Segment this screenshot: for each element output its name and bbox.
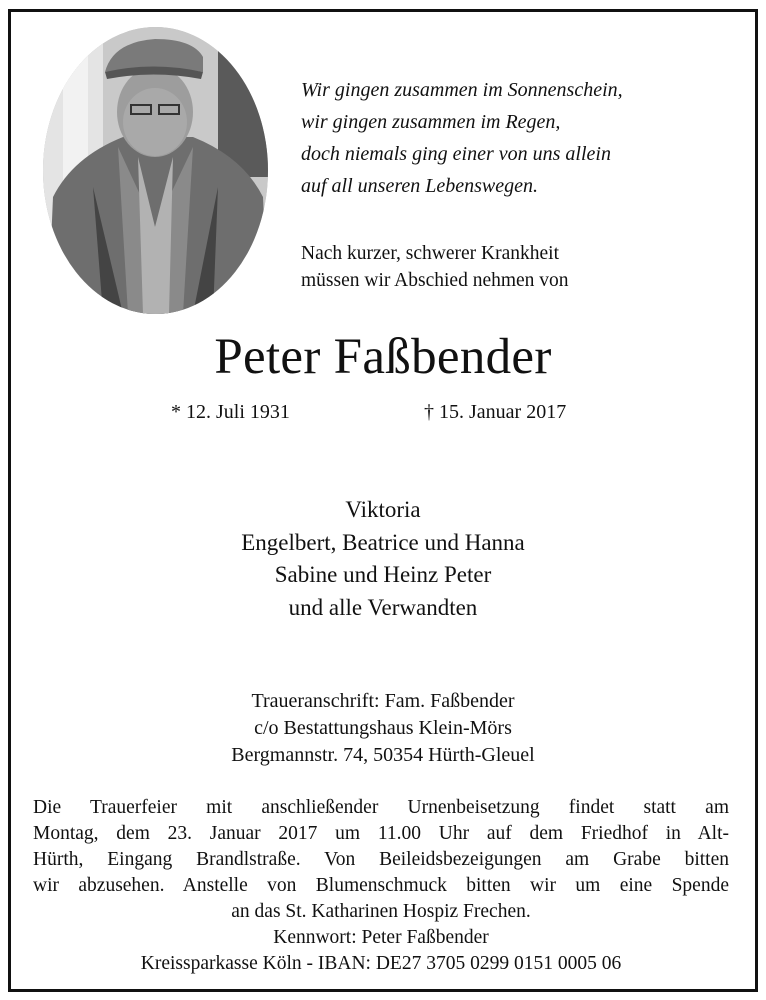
notice-line: Hürth, Eingang Brandlstraße. Von Beileidsbezeigungen am Grabe bitten	[33, 849, 729, 870]
death-date: † 15. Januar 2017	[424, 401, 567, 423]
bank-details: Kreissparkasse Köln - IBAN: DE27 3705 0299 0151 0005 06	[140, 953, 622, 974]
donation-keyword: Kennwort: Peter Faßbender	[273, 927, 489, 948]
notice-line: an das St. Katharinen Hospiz Frechen.	[231, 901, 531, 922]
notice-line: Die Trauerfeier mit anschließender Urnenbeisetzung findet statt am	[33, 797, 729, 818]
poem-line: wir gingen zusammen im Regen,	[301, 111, 561, 133]
poem-line: Wir gingen zusammen im Sonnenschein,	[301, 79, 623, 101]
intro-text	[301, 240, 569, 294]
notice-line: wir abzusehen. Anstelle von Blumenschmuck bitten wir um eine Spende	[33, 875, 729, 896]
birth-date: * 12. Juli 1931	[171, 401, 290, 423]
poem-line: auf all unseren Lebenswegen.	[301, 175, 539, 197]
mourner-line: Viktoria	[345, 497, 421, 522]
poem	[301, 74, 623, 202]
mourners-list	[0, 494, 766, 624]
mourner-line: und alle Verwandten	[288, 594, 478, 620]
mourner-line: Engelbert, Beatrice und Hanna	[241, 529, 525, 555]
notice-line: Montag, dem 23. Januar 2017 um 11.00 Uhr auf dem Friedhof in Alt-	[33, 823, 729, 844]
address-line: Traueranschrift: Fam. Faßbender	[251, 690, 515, 712]
address-line: Bergmannstr. 74, 50354 Hürth-Gleuel	[231, 744, 535, 766]
intro-line: Nach kurzer, schwerer Krankheit	[301, 243, 560, 264]
deceased-name: Peter Faßbender	[214, 329, 552, 385]
address-line: c/o Bestattungshaus Klein-Mörs	[254, 717, 512, 739]
portrait-photo	[43, 27, 268, 314]
funeral-notice	[33, 795, 729, 977]
mourning-address	[0, 688, 766, 769]
poem-line: doch niemals ging einer von uns allein	[301, 143, 611, 165]
intro-line: müssen wir Abschied nehmen von	[301, 270, 569, 291]
mourner-line: Sabine und Heinz Peter	[274, 562, 492, 587]
